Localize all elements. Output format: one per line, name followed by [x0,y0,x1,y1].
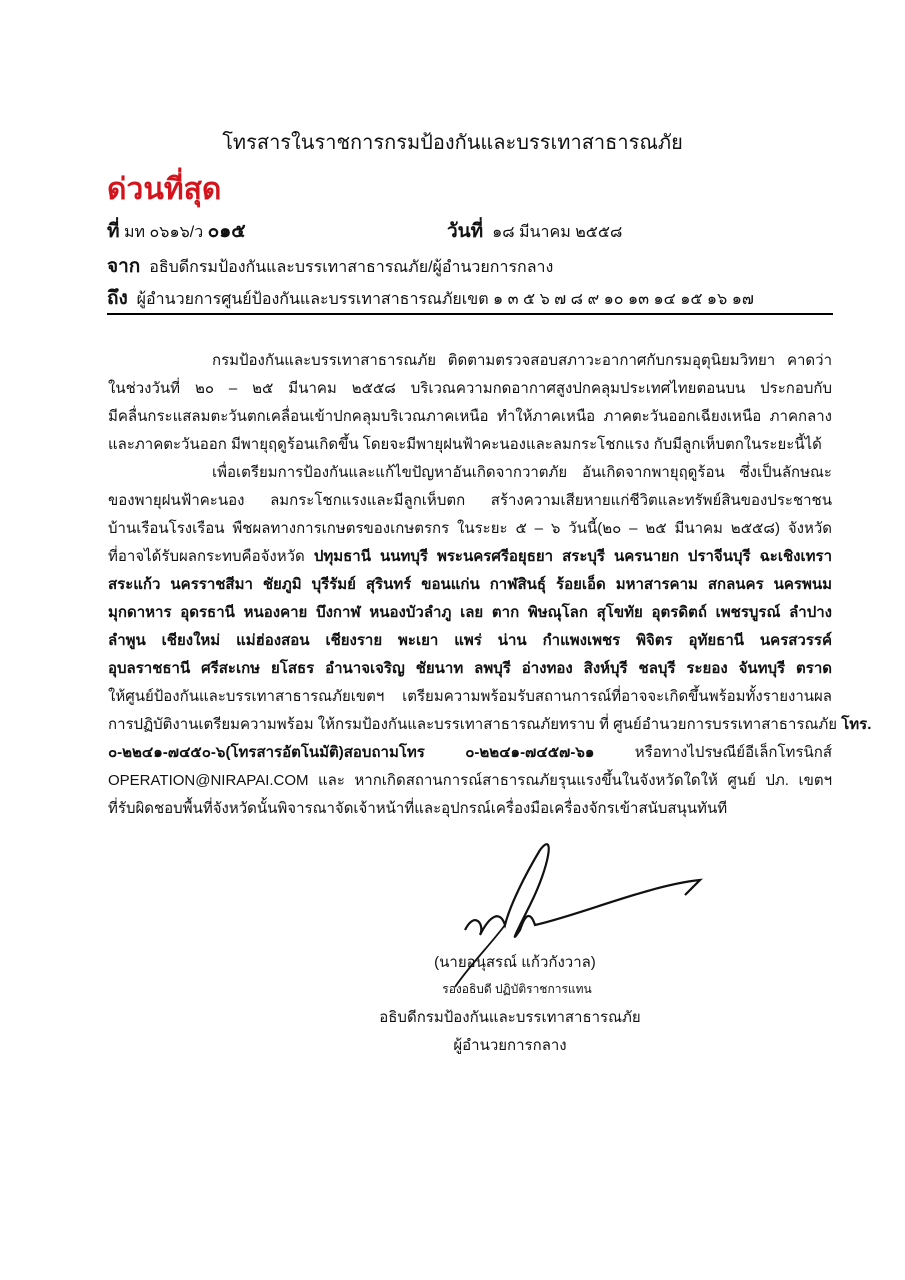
reference-line [107,216,246,246]
from-label: จาก [107,256,141,277]
from-line [107,251,553,281]
body-line: ในช่วงวันที่ ๒๐ – ๒๕ มีนาคม ๒๕๕๘ บริเวณความกดอากาศสูงปกคลุมประเทศไทยตอนบน ประกอบกับ [108,380,832,397]
date-line [447,216,622,246]
province-list: สระแก้ว นครราชสีมา ชัยภูมิ บุรีรัมย์ สุรินทร์ ขอนแก่น กาฬสินธุ์ ร้อยเอ็ด มหาสารคาม สกลนคร นครพนม [108,576,832,593]
ref-number-bold: ๐๑๕ [207,221,246,242]
urgency-label: ด่วนที่สุด [107,173,222,206]
to-label: ถึง [107,288,128,309]
body-line: มีคลื่นกระแสลมตะวันตกเคลื่อนเข้าปกคลุมบริเวณภาคเหนือ ทำให้ภาคเหนือ ภาคตะวันออกเฉียงเหนือ ภาคกลาง [108,408,832,425]
body-line: ให้ศูนย์ป้องกันและบรรเทาสาธารณภัยเขตฯ เตรียมความพร้อมรับสถานการณ์ที่อาจจะเกิดขึ้นพร้อมทั้งรายงานผล [108,688,832,705]
province-list: ปทุมธานี นนทบุรี พระนครศรีอยุธยา สระบุรี นครนายก ปราจีนบุรี ฉะเชิงเทรา [313,548,832,565]
body-line [108,712,872,736]
signatory-position: อธิบดีกรมป้องกันและบรรเทาสาธารณภัย [379,1009,641,1026]
body-line: และภาคตะวันออก มีพายุฤดูร้อนเกิดขึ้น โดยจะมีพายุฝนฟ้าคะนองและลมกระโชกแรง กับมีลูกเห็บตกในระยะนี้ได้ [108,436,822,453]
to-line [107,283,754,313]
body-text: ที่อาจได้รับผลกระทบคือจังหวัด [108,548,314,565]
province-list: อุบลราชธานี ศรีสะเกษ ยโสธร อำนาจเจริญ ชัยนาท ลพบุรี อ่างทอง สิงห์บุรี ชลบุรี ระยอง จันทบุรี ตราด [108,660,832,677]
signatory-role: ผู้อำนวยการกลาง [453,1037,567,1054]
date-value: ๑๘ มีนาคม ๒๕๕๘ [492,224,623,241]
body-line [108,740,832,764]
body-line: เพื่อเตรียมการป้องกันและแก้ไขปัญหาอันเกิดจากวาตภัย อันเกิดจากพายุฤดูร้อน ซึ่งเป็นลักษณะ [212,464,832,481]
date-label: วันที่ [447,221,484,242]
body-text: การปฏิบัติงานเตรียมความพร้อม ให้กรมป้องกันและบรรเทาสาธารณภัยทราบ ที่ ศูนย์อำนวยการบรรเทาสาธารณภัย [108,716,842,733]
signatory-acting: รองอธิบดี ปฏิบัติราชการแทน [442,982,592,996]
to-value: ผู้อำนวยการศูนย์ป้องกันและบรรเทาสาธารณภัยเขต ๑ ๓ ๕ ๖ ๗ ๘ ๙ ๑๐ ๑๓ ๑๔ ๑๕ ๑๖ ๑๗ [136,291,754,308]
body-line: ที่รับผิดชอบพื้นที่จังหวัดนั้นพิจารณาจัดเจ้าหน้าที่และอุปกรณ์เครื่องมือเครื่องจักรเข้าสนับสนุนทันที [108,800,728,817]
phone-numbers: ๐-๒๒๔๑-๗๔๕๐-๖(โทรสารอัตโนมัติ)สอบถามโทร ๐-๒๒๔๑-๗๔๕๗-๖๑ [108,744,595,761]
body-line: ของพายุฝนฟ้าคะนอง ลมกระโชกแรงและมีลูกเห็บตก สร้างความเสียหายแก่ชีวิตและทรัพย์สินของประชาชน [108,492,832,509]
ref-number: มท ๐๖๑๖/ว [123,224,204,241]
province-list: มุกดาหาร อุดรธานี หนองคาย บึงกาฬ หนองบัวลำภู เลย ตาก พิษณุโลก สุโขทัย อุตรดิตถ์ เพชรบูรณ์ ลำปาง [108,604,832,621]
from-value: อธิบดีกรมป้องกันและบรรเทาสาธารณภัย/ผู้อำนวยการกลาง [149,259,554,276]
body-line: OPERATION@NIRAPAI.COM และ หากเกิดสถานการณ์สาธารณภัยรุนแรงขึ้นในจังหวัดใดให้ ศูนย์ ปภ. เขตฯ [108,772,832,789]
body-text: หรือทางไปรษณีย์อีเล็กโทรนิกส์ [594,744,832,761]
body-line [108,544,832,568]
province-list: ลำพูน เชียงใหม่ แม่ฮ่องสอน เชียงราย พะเยา แพร่ น่าน กำแพงเพชร พิจิตร อุทัยธานี นครสวรรค์ [108,632,832,649]
body-line: บ้านเรือนโรงเรือน พืชผลทางการเกษตรของเกษตรกร ในระยะ ๕ – ๖ วันนี้(๒๐ – ๒๕ มีนาคม ๒๕๕๘) จังหวัด [108,520,832,537]
header-divider [107,313,833,315]
ref-label: ที่ [107,221,120,242]
document-title: โทรสารในราชการกรมป้องกันและบรรเทาสาธารณภัย [222,132,683,154]
phone-label: โทร. [841,716,872,733]
body-line: กรมป้องกันและบรรเทาสาธารณภัย ติดตามตรวจสอบสภาวะอากาศกับกรมอุตุนิยมวิทยา คาดว่า [212,352,832,369]
signatory-name: (นายอนุสรณ์ แก้วกังวาล) [434,954,596,971]
